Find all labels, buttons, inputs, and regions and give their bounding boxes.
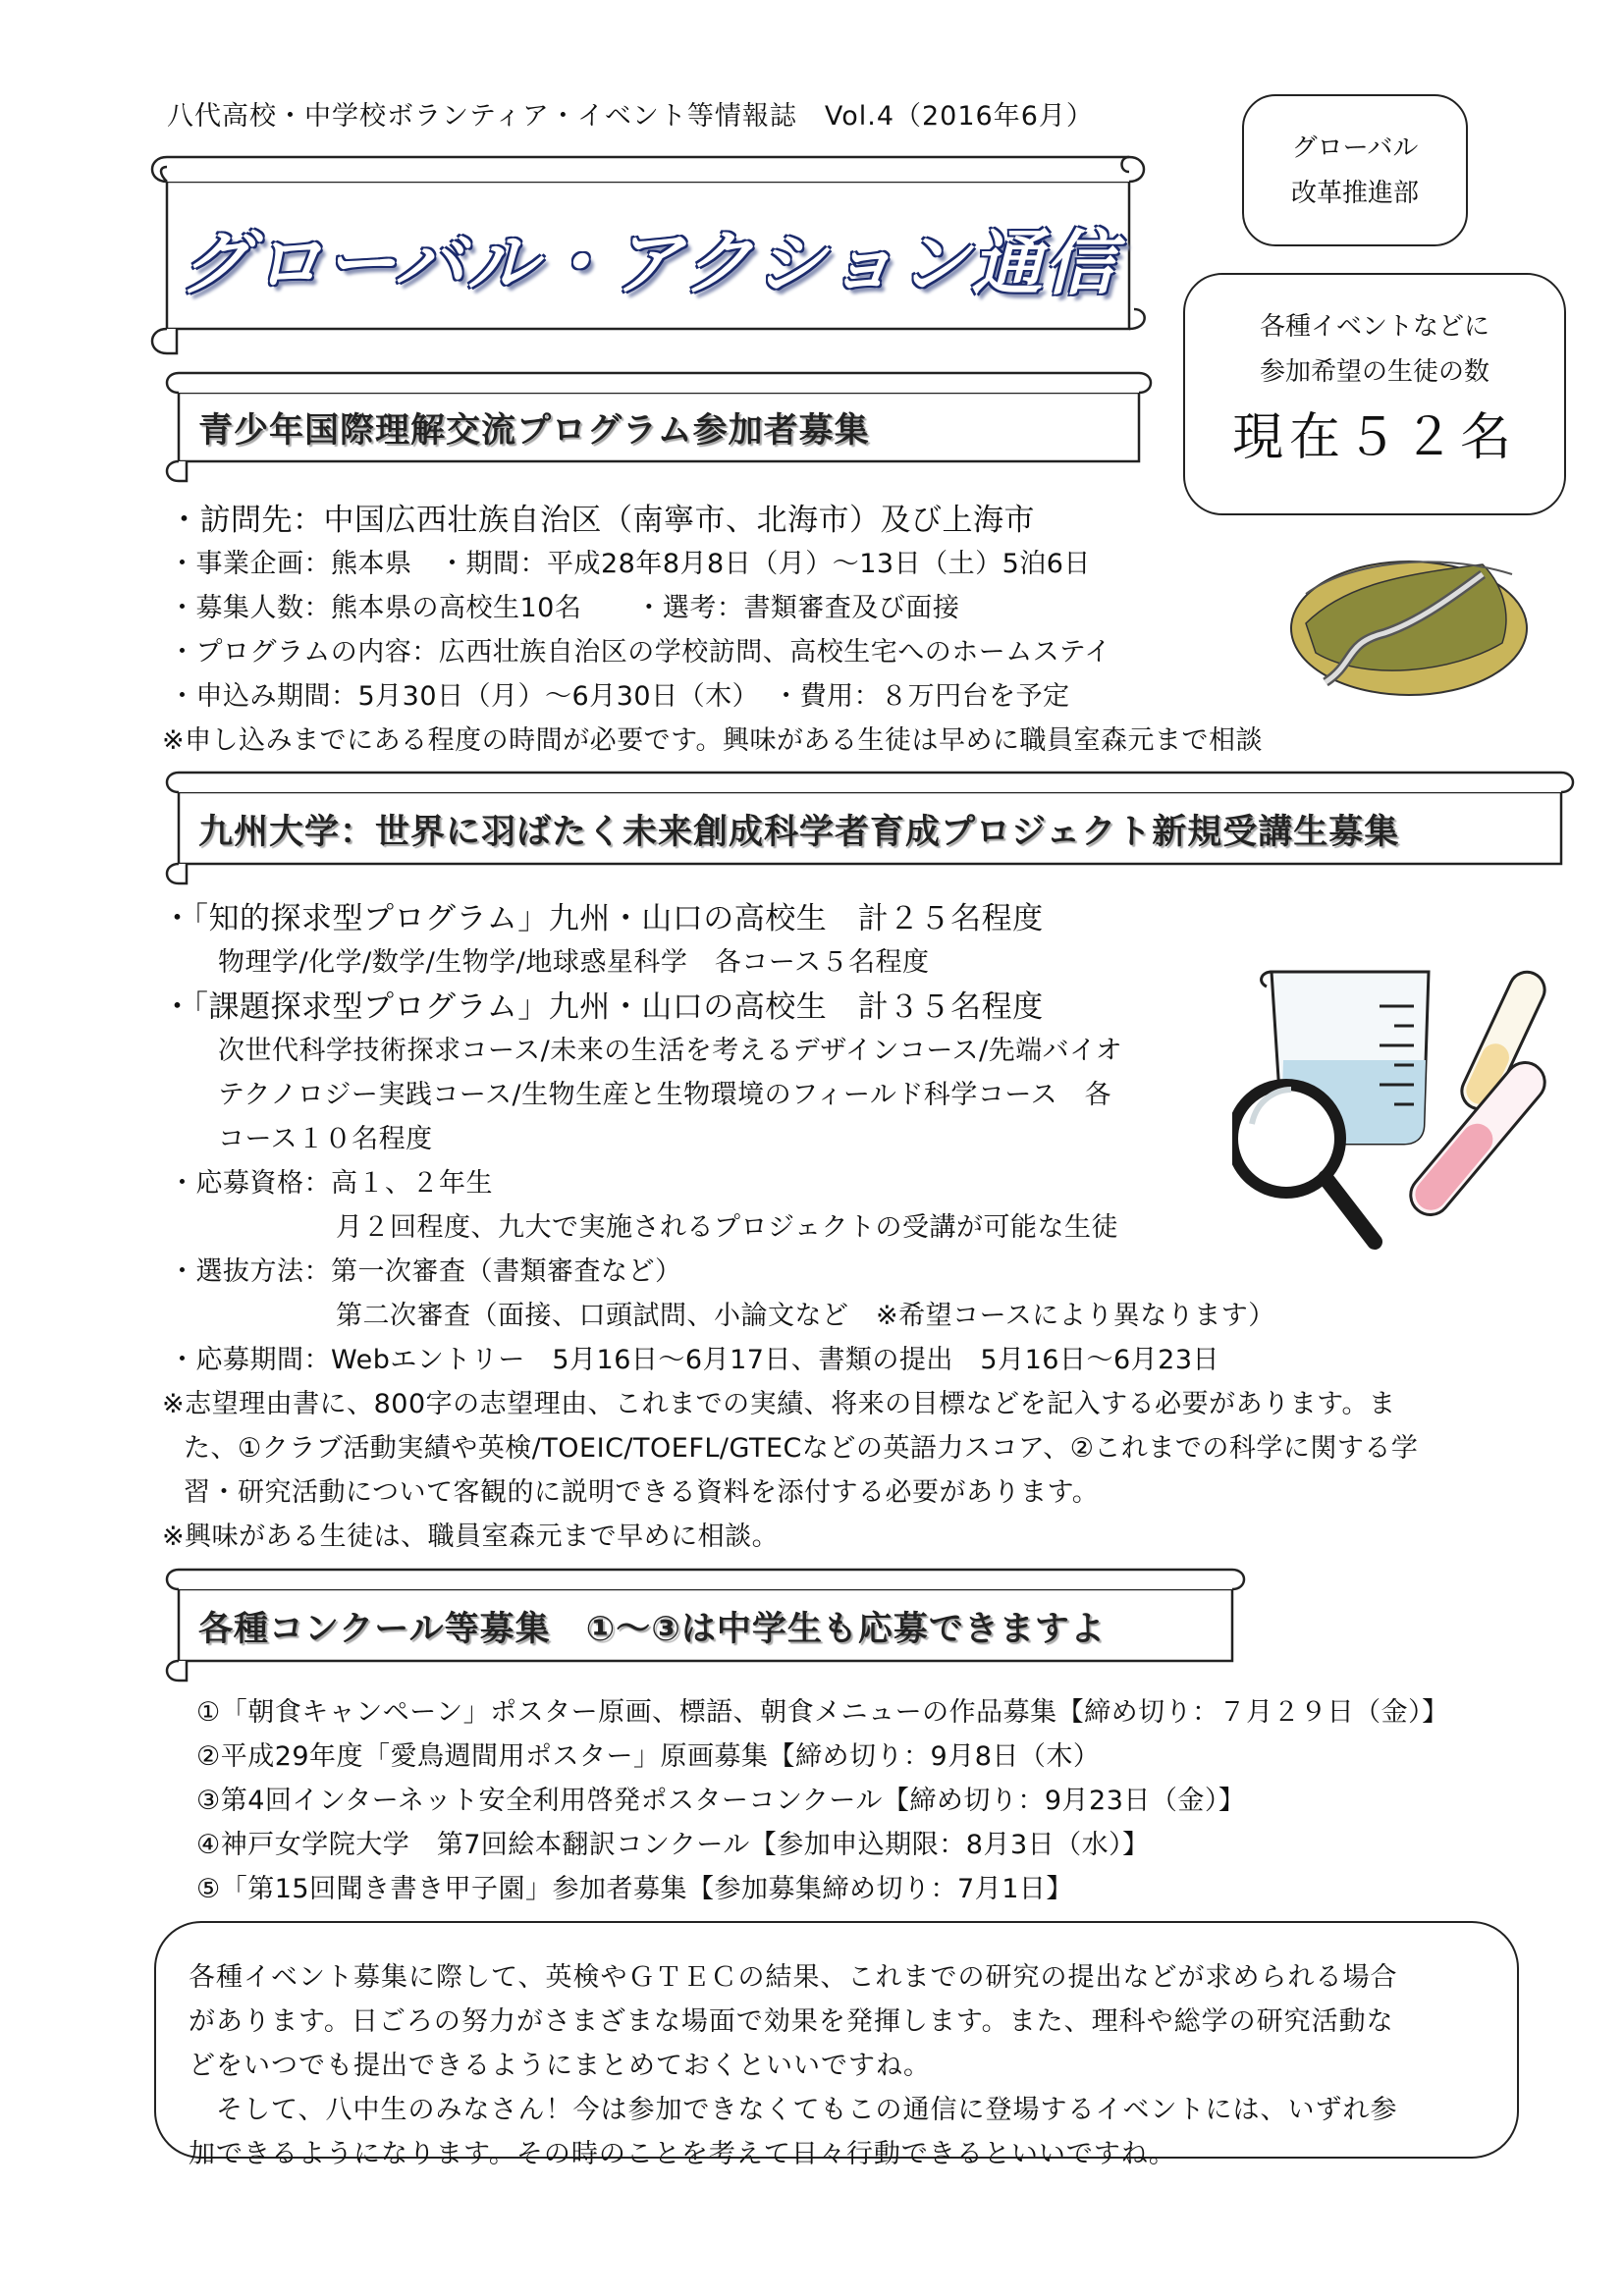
section1-line: ※申し込みまでにある程度の時間が必要です。興味がある生徒は早めに職員室森元まで相談 (162, 725, 1263, 756)
section2-title: 九州大学：世界に羽ばたく未来創成科学者育成プロジェクト新規受講生募集 (198, 813, 1400, 852)
lab-illustration (1232, 967, 1586, 1281)
section2-line: ※志望理由書に、800字の志望理由、これまでの実績、将来の目標などを記入する必要があります。ま (162, 1389, 1396, 1419)
message-line: そして、八中生のみなさん！今は参加できなくてもこの通信に登場するイベントには、いずれ参 (189, 2095, 1398, 2125)
section2-banner (157, 771, 1581, 879)
header-line: 八代高校・中学校ボランティア・イベント等情報誌 Vol.4（2016年6月） (167, 101, 1094, 132)
section2-line: ・「課題探求型プログラム」九州・山口の高校生 計３５名程度 (162, 989, 1044, 1025)
participant-count: 現在５２名 (1231, 408, 1517, 467)
section2-line: 物理学/化学/数学/生物学/地球惑星科学 各コース５名程度 (218, 947, 930, 978)
department-box (1242, 94, 1468, 246)
section2-line: ・応募期間：Webエントリー 5月16日～6月17日、書類の提出 5月16日～6月23日 (169, 1345, 1220, 1375)
section3-line: ⑤「第15回聞き書き甲子園」参加者募集【参加募集締め切り：7月1日】 (196, 1874, 1073, 1904)
message-line: どをいつでも提出できるようにまとめておくといいですね。 (189, 2051, 931, 2081)
section2-line: ・「知的探求型プログラム」九州・山口の高校生 計２５名程度 (162, 901, 1044, 936)
section2-line: 第二次審査（面接、口頭試問、小論文など ※希望コースにより異なります） (336, 1301, 1275, 1331)
section2-line: た、①クラブ活動実績や英検/TOEIC/TOEFL/GTECなどの英語力スコア、②これまでの科学に関する学 (184, 1433, 1419, 1464)
newsletter-title: グローバル・アクション通信 (179, 222, 1117, 304)
message-line: 各種イベント募集に際して、英検やＧＴＥＣの結果、これまでの研究の提出などが求められる場合 (189, 1962, 1398, 1993)
section2-line: 月２回程度、九大で実施されるプロジェクトの受講が可能な生徒 (336, 1212, 1118, 1243)
message-line: があります。日ごろの努力がさまざまな場面で効果を発揮します。また、理科や総学の研究活動な (189, 2006, 1394, 2037)
section3-line: ③第4回インターネット安全利用啓発ポスターコンクール【締め切り：9月23日（金）】 (196, 1786, 1246, 1816)
participant-count-box (1183, 273, 1566, 515)
section1-line: ・申込み期間：5月30日（月）～6月30日（木） ・費用：８万円台を予定 (169, 681, 1070, 712)
section1-banner (157, 371, 1159, 475)
section3-banner (157, 1568, 1252, 1676)
department-line-2: 改革推進部 (1290, 179, 1419, 208)
section3-title: 各種コンクール等募集 ①～③は中学生も応募できますよ (198, 1610, 1106, 1649)
section3-line: ②平成29年度「愛鳥週間用ポスター」原画募集【締め切り：9月8日（木） (196, 1741, 1101, 1772)
section2-line: ・選抜方法：第一次審査（書類審査など） (169, 1256, 682, 1287)
section3-line: ④神戸女学院大学 第7回絵本翻訳コンクール【参加申込期限：8月3日（水）】 (196, 1830, 1150, 1860)
section2-line: 習・研究活動について客観的に説明できる資料を添付する必要があります。 (184, 1477, 1100, 1508)
section2-line: ・応募資格：高１、２年生 (169, 1168, 493, 1199)
great-wall-illustration (1286, 535, 1532, 702)
section1-line: ・プログラムの内容：広西壮族自治区の学校訪問、高校生宅へのホームステイ (169, 637, 1111, 667)
section1-line: ・事業企画：熊本県 ・期間：平成28年8月8日（月）～13日（土）5泊6日 (169, 549, 1091, 579)
section3-line: ①「朝食キャンペーン」ポスター原画、標語、朝食メニューの作品募集【締め切り：７月２９日（金）】 (196, 1697, 1449, 1728)
count-caption-1: 各種イベントなどに (1259, 312, 1489, 342)
section1-line: ・訪問先：中国広西壮族自治区（南寧市、北海市）及び上海市 (169, 503, 1035, 538)
count-caption-2: 参加希望の生徒の数 (1259, 357, 1489, 387)
message-line: 加できるようになります。その時のことを考えて日々行動できるといいですね。 (189, 2139, 1176, 2169)
section2-line: ※興味がある生徒は、職員室森元まで早めに相談。 (162, 1522, 780, 1552)
section1-line: ・募集人数：熊本県の高校生10名 ・選考：書類審査及び面接 (169, 593, 960, 623)
section1-title: 青少年国際理解交流プログラム参加者募集 (198, 411, 870, 451)
section2-line: テクノロジー実践コース/生物生産と生物環境のフィールド科学コース 各 (218, 1080, 1112, 1110)
section2-line: コース１０名程度 (218, 1124, 433, 1154)
section2-line: 次世代科学技術探求コース/未来の生活を考えるデザインコース/先端バイオ (218, 1036, 1123, 1066)
title-banner (137, 152, 1159, 348)
department-line-1: グローバル (1291, 133, 1419, 163)
